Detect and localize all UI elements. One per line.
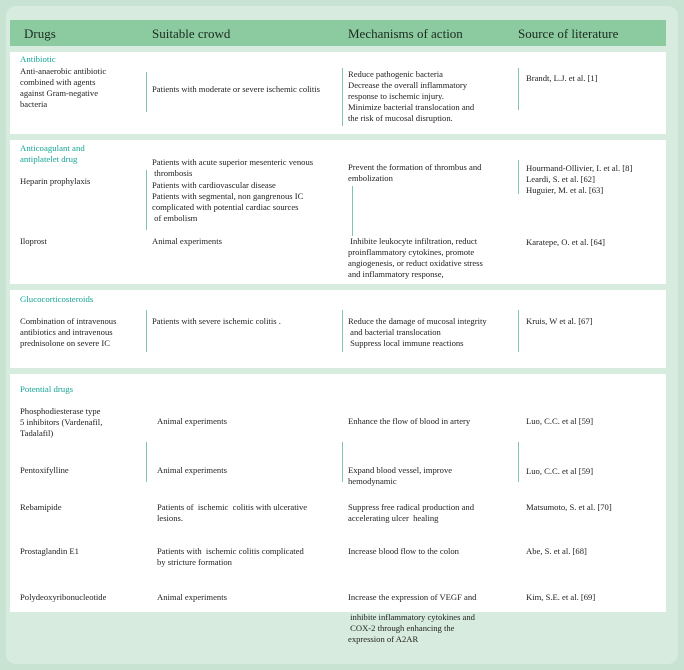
drug-antibiotic-line-4: bacteria [20,99,48,109]
source-pde5: Luo, C.C. et al [59] [526,416,594,426]
header-suitable-crowd: Suitable crowd [152,26,231,41]
drug-pde5-line-3: Tadalafil) [20,428,54,438]
source-heparin-3: Huguier, M. et al. [63] [526,185,604,195]
mech-gluco-line-3: Suppress local immune reactions [348,338,464,348]
table-header [10,20,666,46]
header-mechanisms: Mechanisms of action [348,26,463,41]
divider [342,68,343,126]
crowd-rebamipide-line-2: lesions. [157,513,184,523]
source-antibiotic: Brandt, L.J. et al. [1] [526,73,598,83]
category-anticoagulant-line-1: Anticoagulant and [20,143,85,153]
crowd-antibiotic: Patients with moderate or severe ischemic colitis [152,84,321,94]
source-gluco: Kruis, W et al. [67] [526,316,593,326]
divider [342,310,343,352]
drug-pde5-line-2: 5 inhibitors (Vardenafil, [20,417,103,427]
crowd-pentoxifylline: Animal experiments [157,465,227,475]
crowd-heparin-line-1: Patients with acute superior mesenteric venous [152,157,314,167]
divider [342,442,343,482]
mech-iloprost-line-2: proinflammatory cytokines, promote [348,247,475,257]
drug-antibiotic-line-2: combined with agents [20,77,96,87]
mech-antibiotic-line-4: Minimize bacterial translocation and [348,102,475,112]
divider [146,442,147,482]
source-heparin-2: Leardi, S. et al. [62] [526,174,595,184]
header-drugs: Drugs [24,26,56,41]
crowd-prostaglandin-line-2: by stricture formation [157,557,232,567]
source-heparin-1: Hourmand-Ollivier, I. et al. [8] [526,163,633,173]
mech-pdrn-line-1: Increase the expression of VEGF and [348,592,477,602]
mech-iloprost-line-4: and inflammatory response, [348,269,444,279]
mech-pdrn-line-3: COX-2 through enhancing the [348,623,455,633]
source-pentoxifylline: Luo, C.C. et al [59] [526,466,594,476]
mech-rebamipide-line-1: Suppress free radical production and [348,502,474,512]
mech-antibiotic-line-5: the risk of mucosal disruption. [348,113,453,123]
mech-gluco-line-1: Reduce the damage of mucosal integrity [348,316,487,326]
section-potential-drugs [10,374,666,612]
source-prostaglandin: Abe, S. et al. [68] [526,546,587,556]
crowd-prostaglandin-line-1: Patients with ischemic colitis complicated [157,546,304,556]
divider [518,68,519,110]
section-antibiotic [10,52,666,134]
category-glucocorticosteroids: Glucocorticosteroids [20,294,94,304]
drug-gluco-line-2: antibiotics and intravenous [20,327,113,337]
mech-heparin-line-1: Prevent the formation of thrombus and [348,162,482,172]
crowd-heparin-line-5: complicated with potential cardiac sources [152,202,299,212]
mech-pdrn-line-2: inhibite inflammatory cytokines and [348,612,475,622]
source-polydeoxyribonucleotide: Kim, S.E. et al. [69] [526,592,596,602]
divider [146,170,147,230]
crowd-heparin-line-2: thrombosis [152,168,193,178]
drug-rebamipide: Rebamipide [20,502,62,512]
divider [518,160,519,194]
category-anticoagulant-line-2: antiplatelet drug [20,154,78,164]
crowd-rebamipide-line-1: Patients of ischemic colitis with ulcerative [157,502,308,512]
source-iloprost: Karatepe, O. et al. [64] [526,237,605,247]
section-glucocorticosteroids [10,290,666,368]
crowd-pde5: Animal experiments [157,416,227,426]
divider [146,72,147,112]
mech-antibiotic-line-2: Decrease the overall inflammatory [348,80,468,90]
mech-iloprost-line-3: angiogenesis, or reduct oxidative stress [348,258,483,268]
divider [146,310,147,352]
mech-pentoxifylline-line-2: hemodynamic [348,476,397,486]
pdrn-mechanism-continuation [10,614,666,650]
drug-antibiotic-line-3: against Gram-negative [20,88,99,98]
section-anticoagulant [10,140,666,284]
drug-gluco-line-3: prednisolone on severe IC [20,338,110,348]
mech-gluco-line-2: and bacterial translocation [348,327,441,337]
crowd-heparin-line-6: of embolism [152,213,198,223]
mech-pentoxifylline-line-1: Expand blood vessel, improve [348,465,453,475]
divider [352,186,353,236]
drug-antibiotic-line-1: Anti-anaerobic antibiotic [20,66,107,76]
mech-rebamipide-line-2: accelerating ulcer healing [348,513,439,523]
drug-iloprost: Iloprost [20,236,47,246]
drug-gluco-line-1: Combination of intravenous [20,316,117,326]
divider [518,442,519,482]
mech-pde5: Enhance the flow of blood in artery [348,416,471,426]
category-potential-drugs: Potential drugs [20,384,74,394]
drug-pentoxifylline: Pentoxifylline [20,465,69,475]
divider [518,310,519,352]
drug-pde5-line-1: Phosphodiesterase type [20,406,101,416]
drug-polydeoxyribonucleotide: Polydeoxyribonucleotide [20,592,107,602]
mech-iloprost-line-1: Inhibite leukocyte infiltration, reduct [348,236,478,246]
crowd-iloprost: Animal experiments [152,236,222,246]
mech-heparin-line-2: embolization [348,173,393,183]
crowd-heparin-line-4: Patients with segmental, non gangrenous IC [152,191,304,201]
drug-prostaglandin: Prostaglandin E1 [20,546,79,556]
mech-pdrn-line-4: expression of A2AR [348,634,419,644]
mech-prostaglandin: Increase blood flow to the colon [348,546,459,556]
header-source: Source of literature [518,26,619,41]
mech-antibiotic-line-1: Reduce pathogenic bacteria [348,69,443,79]
crowd-polydeoxyribonucleotide: Animal experiments [157,592,227,602]
source-rebamipide: Matsumoto, S. et al. [70] [526,502,612,512]
category-antibiotic: Antibiotic [20,54,56,64]
crowd-heparin-line-3: Patients with cardiovascular disease [152,180,276,190]
crowd-gluco: Patients with severe ischemic colitis . [152,316,281,326]
drug-heparin: Heparin prophylaxis [20,176,91,186]
mech-antibiotic-line-3: response to ischemic injury. [348,91,444,101]
